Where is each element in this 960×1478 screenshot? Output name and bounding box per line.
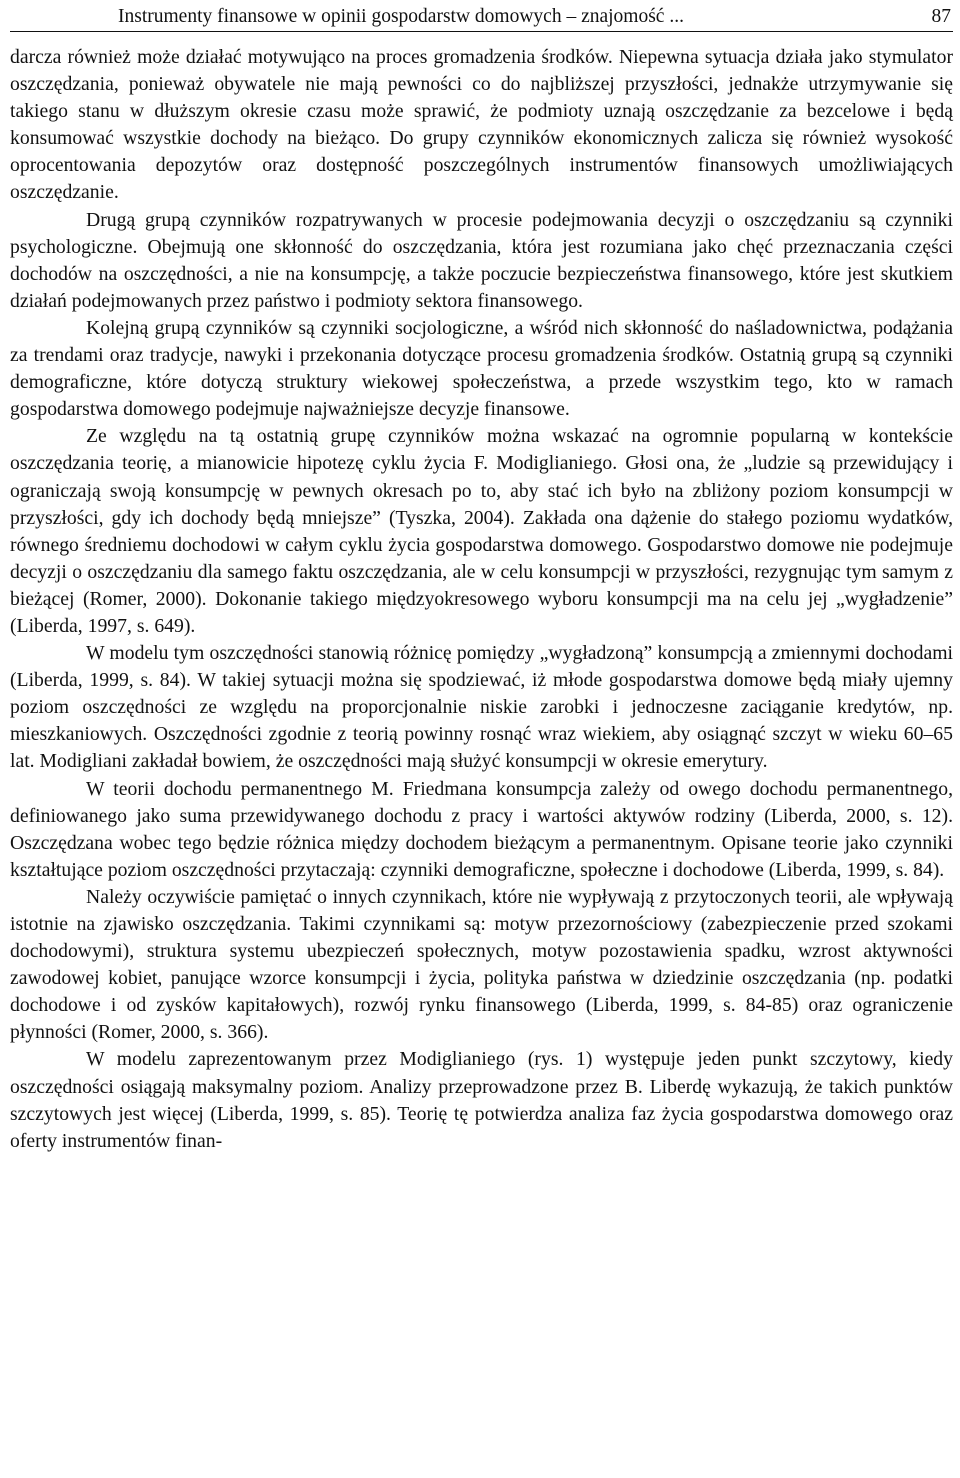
paragraph: Należy oczywiście pamiętać o innych czynnikach, które nie wypływają z przytoczonych teorii, ale wpływają istotnie na zjawisko oszczędzania. Takimi czynnikami są: motyw przezornościowy (zabezpieczenie przed szokami dochodowymi), struktura systemu ubezpieczeń społecznych, motyw pozostawienia spadku, wzrost aktywności zawodowej kobiet, panujące wzorce konsumpcji i życia, polityka państwa w dziedzinie oszczędzania (np. podatki dochodowe i od zysków kapitałowych), rozwój rynku finansowego (Liberda, 1999, s. 84-85) oraz ograniczenie płynności (Romer, 2000, s. 366). [10, 885, 953, 1044]
paragraph: Drugą grupą czynników rozpatrywanych w procesie podejmowania decyzji o oszczędzaniu są czynniki psychologiczne. Obejmują one skłonność do oszczędzania, która jest rozumiana jako chęć przeznaczania części dochodów na oszczędności, a nie na konsumpcję, a także poczucie bezpieczeństwa finansowego, które jest skutkiem działań podejmowanych przez państwo i podmioty sektora finansowego. [10, 208, 953, 312]
body-text [10, 44, 953, 1155]
paragraph: W modelu zaprezentowanym przez Modiglianiego (rys. 1) występuje jeden punkt szczytowy, kiedy oszczędności osiągają maksymalny poziom. Analizy przeprowadzone przez B. Liberdę wykazują, że takich punktów szczytowych jest więcej (Liberda, 1999, s. 85). Teorię tę potwierdza analiza faz życia gospodarstwa domowego oraz oferty instrumentów finan- [10, 1048, 953, 1152]
paragraph: W teorii dochodu permanentnego M. Friedmana konsumpcja zależy od owego dochodu permanentnego, definiowanego jako suma przewidywanego dochodu z pracy i wartości aktywów rodziny (Liberda, 2000, s. 12). Oszczędzana wobec tego będzie różnica między dochodem bieżącym a permanentnym. Opisane teorie jako czynniki kształtujące poziom oszczędności przytaczają: czynniki demograficzne, społeczne i dochodowe (Liberda, 1999, s. 84). [10, 777, 953, 881]
paragraph: Kolejną grupą czynników są czynniki socjologiczne, a wśród nich skłonność do naśladownictwa, podążania za trendami oraz tradycje, nawyki i przekonania dotyczące procesu gromadzenia środków. Ostatnią grupą są czynniki demograficzne, które dotyczą struktury wiekowej społeczeństwa, a przede wszystkim tego, kto w ramach gospodarstwa domowego podejmuje najważniejsze decyzje finansowe. [10, 316, 953, 421]
page-number: 87 [931, 6, 951, 27]
paragraph: Ze względu na tą ostatnią grupę czynników można wskazać na ogromnie popularną w kontekście oszczędzania teorię, a mianowicie hipotezę cyklu życia F. Modiglianiego. Głosi ona, że „ludzie są przewidujący i ograniczają swoją konsumpcję w pewnych okresach po to, aby stać ich było na zbliżony poziom konsumpcji w przyszłości, gdy ich dochody będą mniejsze” (Tyszka, 2004). Zakłada ona dążenie do stałego poziomu wydatków, równego średniemu dochodowi w całym cyklu życia gospodarstwa domowego. Gospodarstwo domowe nie podejmuje decyzji o oszczędzaniu dla samego faktu oszczędzania, ale w celu konsumpcji w przyszłości, rezygnując tym samym z bieżącej (Romer, 2000). Dokonanie takiego międzyokresowego wyboru konsumpcji ma na celu jej „wygładzenie” (Liberda, 1997, s. 649). [10, 425, 953, 637]
paragraph: W modelu tym oszczędności stanowią różnicę pomiędzy „wygładzoną” konsumpcją a zmiennymi dochodami (Liberda, 1999, s. 84). W takiej sytuacji można się spodziewać, iż młode gospodarstwa domowe będą miały ujemny poziom oszczędności ze względu na proporcjonalnie niskie zarobki i jednoczesne zaciąganie kredytów, np. mieszkaniowych. Oszczędności zgodnie z teorią powinny rosnąć wraz wiekiem, aby osiągnąć szczyt w wieku 60–65 lat. Modigliani zakładał bowiem, że oszczędności mają służyć konsumpcji w okresie emerytury. [10, 642, 953, 773]
paragraph-continuation: darcza również może działać motywująco na proces gromadzenia środków. Niepewna sytuacja działa jako stymulator oszczędzania, ponieważ obywatele nie mają pewności co do najbliższej przyszłości, jednakże utrzymywanie się takiego stanu w dłuższym okresie czasu może sprawić, że podmioty uznają oszczędzanie za bezcelowe i będą konsumować wszystkie dochody na bieżąco. Do grupy czynników ekonomicznych zalicza się również wysokość oprocentowania depozytów oraz dostępność poszczególnych instrumentów finansowych umożliwiających oszczędzanie. [10, 46, 953, 204]
running-header [10, 0, 953, 32]
running-header-title: Instrumenty finansowe w opinii gospodarstw domowych – znajomość ... [118, 6, 684, 27]
